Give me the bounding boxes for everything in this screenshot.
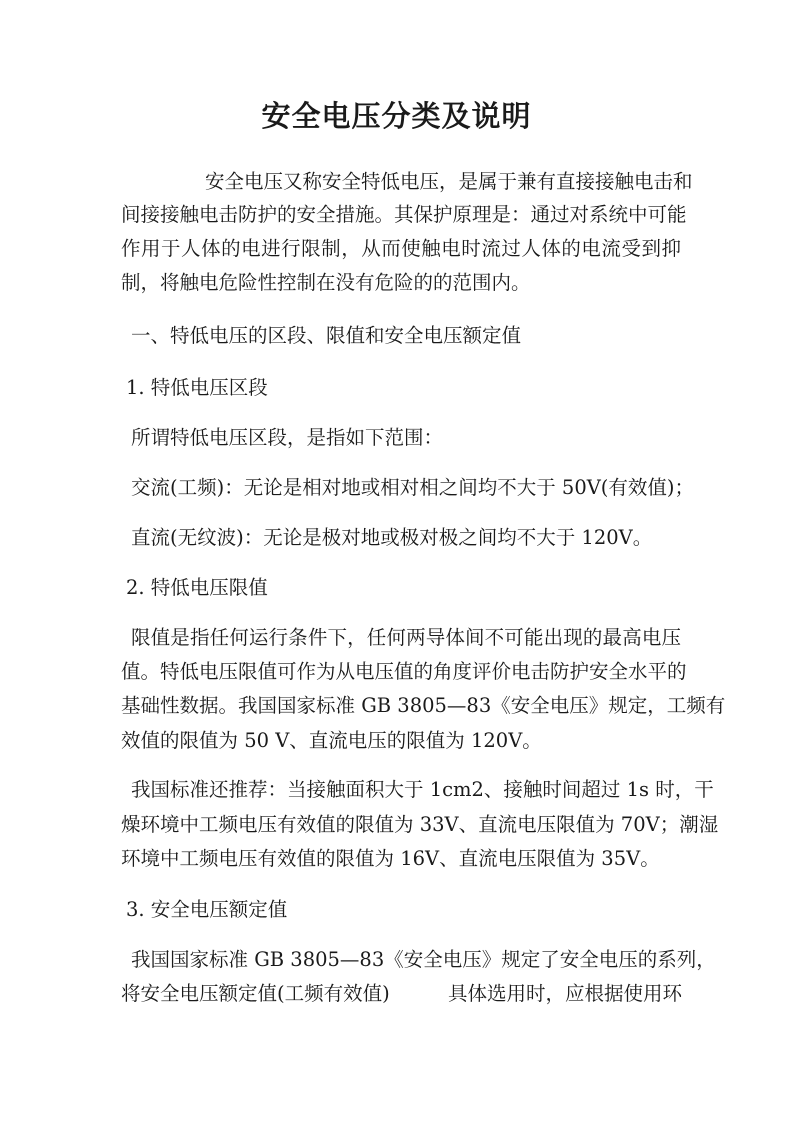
subsection3-para-line-2a: 将安全电压额定值(工频有效值) [121,982,390,1005]
subsection2-para2-line-3: 环境中工频电压有效值的限值为 16V、直流电压限值为 35V。 [121,847,660,870]
subsection2-para1-line-1: 限值是指任何运行条件下，任何两导体间不可能出现的最高电压 [131,626,681,649]
subsection2-para2-line-2: 燥环境中工频电压有效值的限值为 33V、直流电压限值为 70V；潮湿 [121,813,719,836]
subsection2-heading: 2. 特低电压限值 [126,576,268,599]
intro-line-2: 间接接触电击防护的安全措施。其保护原理是：通过对系统中可能 [121,203,687,226]
intro-line-3: 作用于人体的电进行限制，从而使触电时流过人体的电流受到抑 [121,237,681,260]
document-title: 安全电压分类及说明 [261,99,532,133]
subsection1-heading: 1. 特低电压区段 [126,376,268,399]
subsection1-intro: 所谓特低电压区段，是指如下范围： [131,426,444,449]
subsection1-ac-range: 交流(工频)：无论是相对地或相对相之间均不大于 50V(有效值)； [131,476,695,499]
subsection3-para-line-1: 我国国家标准 GB 3805—83《安全电压》规定了安全电压的系列， [131,948,716,971]
intro-line-1: 安全电压又称安全特低电压，是属于兼有直接接触电击和 [205,170,693,193]
subsection2-para2-line-1: 我国标准还推荐：当接触面积大于 1cm2、接触时间超过 1s 时，干 [131,778,714,801]
section1-heading: 一、特低电压的区段、限值和安全电压额定值 [131,324,522,347]
intro-line-4: 制，将触电危险性控制在没有危险的的范围内。 [121,271,531,294]
subsection2-para1-line-3: 基础性数据。我国国家标准 GB 3805—83《安全电压》规定，工频有 [121,694,726,717]
subsection3-para-line-2b: 具体选用时，应根据使用环 [448,982,683,1005]
subsection1-dc-range: 直流(无纹波)：无论是极对地或极对极之间均不大于 120V。 [131,526,653,549]
subsection3-heading: 3. 安全电压额定值 [126,898,288,921]
subsection2-para1-line-2: 值。特低电压限值可作为从电压值的角度评价电击防护安全水平的 [121,660,687,683]
subsection2-para1-line-4: 效值的限值为 50 V、直流电压的限值为 120V。 [121,729,542,752]
